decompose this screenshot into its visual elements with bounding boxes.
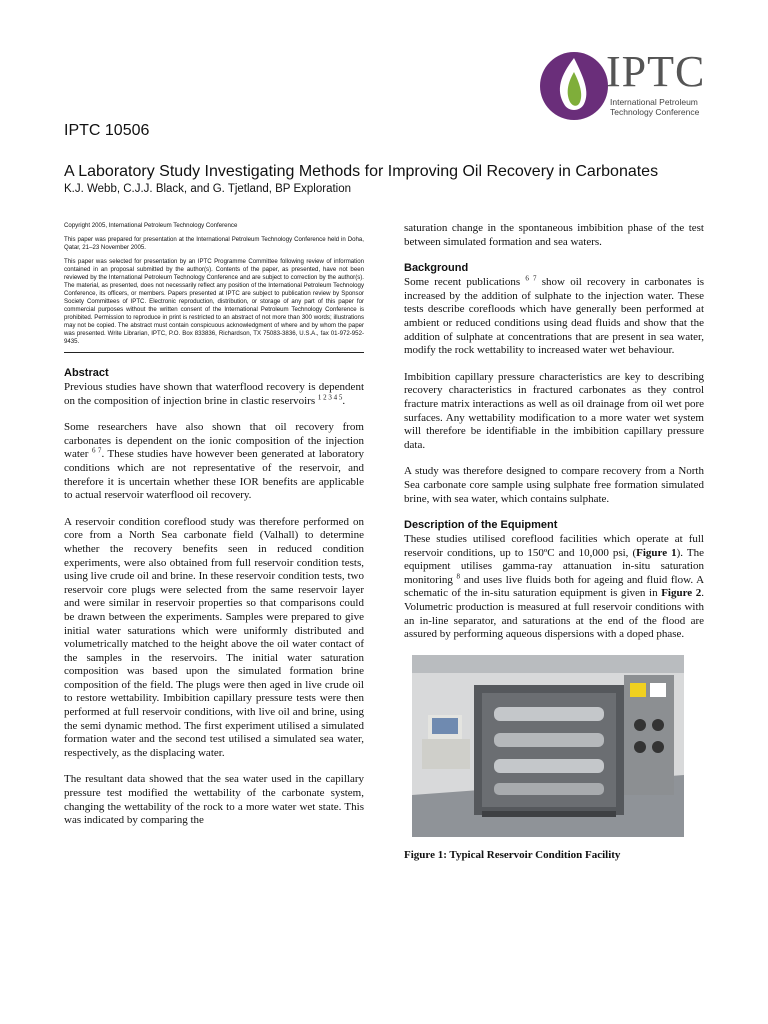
background-paragraph-3: A study was therefore designed to compare recovery from a North Sea carbonate core sample using sulphate free formation simulated brine, with sea water, which contains sulphate.: [404, 465, 704, 505]
selection-notice: This paper was selected for presentation by an IPTC Programme Committee following review of information contained in an proposal submitted by the author(s). Contents of the paper, as presented, have not been reviewed by the International Petroleum Technology Conference and are subject to correction by the author(s). The material, as presented, does not necessarily reflect any position of the International Petroleum Technology Conference, its officers, or members. Papers presented at IPTC are subject to publication review by Sponsor Society Committees of IPTC. Electronic reproduction, distribution, or storage of any part of this paper for commercial purposes without the written consent of the International Petroleum Technology Conference is prohibited. Permission to reproduce in print is restricted to an abstract of not more than 300 words; illustrations may not be copied. The abstract must contain conspicuous acknowledgment of where and by whom the paper was presented. Write Librarian, IPTC, P.O. Box 833836, Richardson, TX 75083-3836, U.S.A., fax 01-972-952-9435.: [64, 258, 364, 345]
logo-subtitle-line2: Technology Conference: [610, 107, 700, 117]
logo-subtitle-line1: International Petroleum: [610, 97, 698, 107]
equipment-paragraph-1: These studies utilised coreflood facilities which operate at full reservoir conditions, up to 150ºC and 10,000 psi, (Figure 1). The equipment utilises gamma-ray attanuation in-situ saturation monitoring $^8$ and uses live fluids both for ageing and fluid flow. A schematic of the in-situ saturation equipment is given in Figure 2. Volumetric production is measured at full reservoir conditions with an in-line separator, and saturations at the end of the flood are assured by performing aqueous dispersions with a doped phase.: [404, 533, 705, 641]
copyright-notice: Copyright 2005, International Petroleum Technology Conference: [64, 222, 238, 229]
abstract-paragraph-4: The resultant data showed that the sea water used in the capillary pressure test modified the wettability of the carbonate system, changing the wettability of the rock to a more water wet state. This was indicated by comparing the: [64, 773, 364, 827]
left-column: [64, 222, 364, 841]
background-paragraph-2: Imbibition capillary pressure characteristics are key to describing recovery characteristics in fractured carbonates as they control fracture matrix interactions as well as oil drainage from oil wet pore surfaces. Any wettability modification to a more water wet system will therefore be identifiable in the imbibition capillary pressure data.: [404, 370, 704, 451]
paper-title: A Laboratory Study Investigating Methods for Improving Oil Recovery in Carbonates: [64, 163, 659, 180]
reservoir-facility-illustration: [412, 655, 684, 837]
figure-1-photo: [412, 655, 684, 837]
logo-wordmark: IPTC: [606, 47, 706, 96]
iptc-logo: [538, 47, 708, 122]
prepared-notice: This paper was prepared for presentation at the International Petroleum Technology Conference held in Doha, Qatar, 21–23 November 2005.: [64, 236, 364, 251]
logo-subtitle: [610, 97, 699, 117]
paper-authors: K.J. Webb, C.J.J. Black, and G. Tjetland, BP Exploration: [64, 183, 352, 195]
background-paragraph-1: Some recent publications $^{6 7}$ show oil recovery in carbonates is increased by the addition of sulphate to the injection water. These tests describe corefloods which have generally been performed at ambient or reduced conditions using dead fluids and show that the addition of sulphate at concentrations that are present in sea water, modify the rock wettability to increased water wet behaviour.: [404, 274, 705, 357]
abstract-paragraph-1: Previous studies have shown that waterflood recovery is dependent on the composition of injection brine in clastic reservoirs $^{1 2 3 4 5}$.: [64, 381, 364, 407]
iptc-flame-icon: [538, 50, 610, 122]
divider: [64, 352, 364, 353]
abstract-heading: Abstract: [64, 367, 109, 379]
right-column: [404, 222, 704, 861]
figure-1-caption: Figure 1: Typical Reservoir Condition Facility: [404, 848, 621, 861]
abstract-continuation: saturation change in the spontaneous imbibition phase of the test between simulated formation and sea waters.: [404, 222, 704, 248]
equipment-heading: Description of the Equipment: [404, 519, 558, 532]
abstract-paragraph-2: Some researchers have also shown that oil recovery from carbonates is dependent on the ionic composition of the injection water $^{6 7}$. These studies have however been generated at laboratory conditions which are not representative of the reservoir, and therefore it is uncertain whether these IOR benefits are applicable to actual reservoir waterflood oil recovery.: [64, 421, 365, 502]
paper-number: IPTC 10506: [64, 122, 150, 139]
background-heading: Background: [404, 262, 469, 275]
abstract-paragraph-3: A reservoir condition coreflood study was therefore performed on core from a North Sea carbonate field (Valhall) to determine whether the recovery benefits seen in reduced condition experiments, were also obtained from full reservoir condition tests, using live crude oil and brine. In these reservoir condition tests, two reservoir core plugs were selected from the same reservoir layer and were similar in reservoir properties so that comparisons could be drawn between the experiments. Samples were prepared to give initial water saturations which were uniformly distributed and volumetrically matched to the height above the oil water contact of the samples in the reservoirs. The initial water saturation composition was based upon the simulated formation brine composition of the field. The plugs were then aged in live crude oil to restore wettability. Imbibition capillary pressure tests were then performed at full reservoir conditions, with live oil and brine, using the semi dynamic method. The first experiment utilised a simulated formation water and the second test utilised a simulated sea water, respectively, as the displacing water.: [64, 515, 364, 759]
